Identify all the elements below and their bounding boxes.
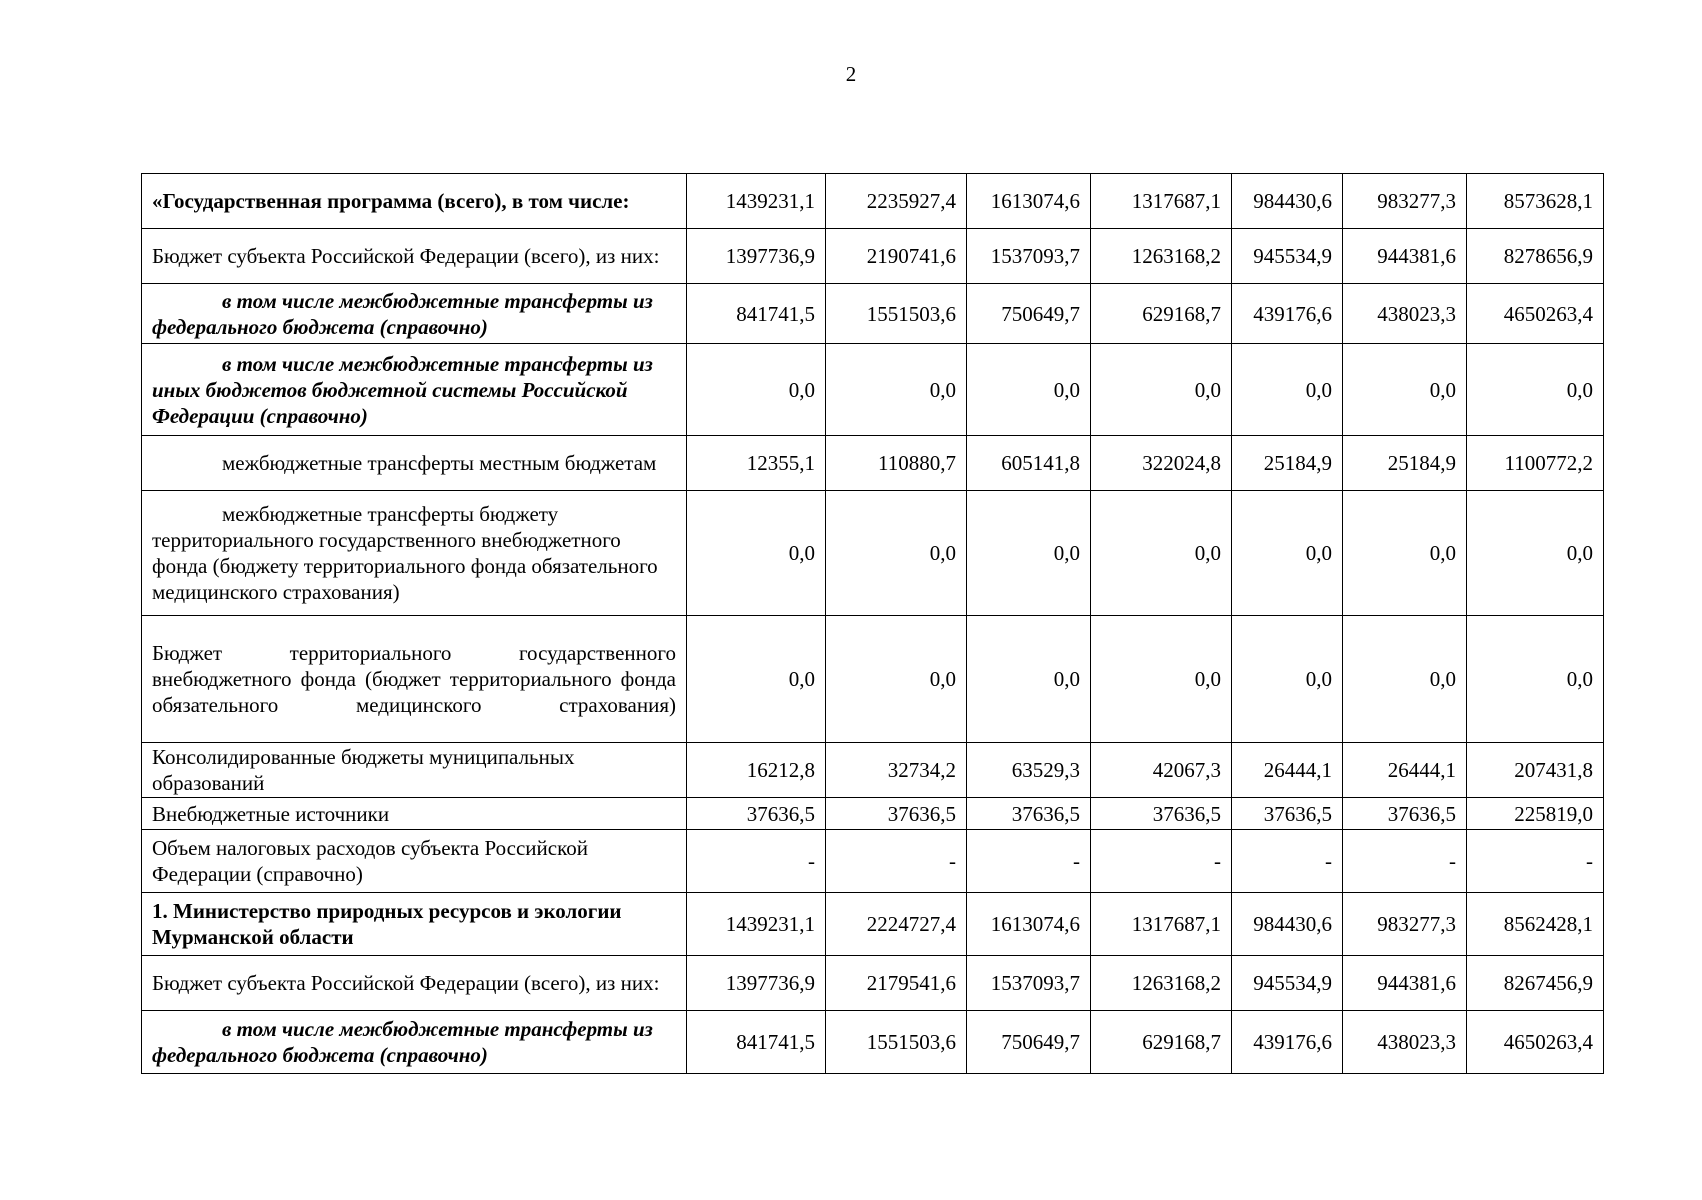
row-value: 8573628,1 (1467, 174, 1604, 229)
row-value: 1263168,2 (1091, 956, 1232, 1011)
budget-table (141, 173, 1604, 1074)
table-row (142, 830, 1604, 893)
row-label: 1. Министерство природных ресурсов и экологии Мурманской области (142, 893, 687, 956)
row-value: 0,0 (1467, 616, 1604, 743)
row-value: 2224727,4 (826, 893, 967, 956)
row-value: 63529,3 (967, 743, 1091, 798)
row-value: - (1091, 830, 1232, 893)
row-value: 37636,5 (826, 798, 967, 830)
table-row (142, 284, 1604, 344)
row-value: 841741,5 (687, 1011, 826, 1074)
row-value: 945534,9 (1232, 956, 1343, 1011)
row-value: 944381,6 (1343, 956, 1467, 1011)
table-row (142, 798, 1604, 830)
row-value: 439176,6 (1232, 284, 1343, 344)
row-value: 0,0 (687, 344, 826, 436)
row-value: 1439231,1 (687, 893, 826, 956)
row-value: - (1232, 830, 1343, 893)
row-value: 438023,3 (1343, 284, 1467, 344)
row-value: 0,0 (1091, 344, 1232, 436)
row-value: 25184,9 (1343, 436, 1467, 491)
row-value: 0,0 (967, 616, 1091, 743)
row-value: 8562428,1 (1467, 893, 1604, 956)
row-label: Консолидированные бюджеты муниципальных образований (142, 743, 687, 798)
row-value: 37636,5 (1232, 798, 1343, 830)
row-value: 438023,3 (1343, 1011, 1467, 1074)
row-value: 1317687,1 (1091, 174, 1232, 229)
table-row (142, 436, 1604, 491)
row-value: 0,0 (967, 344, 1091, 436)
row-value: 1551503,6 (826, 284, 967, 344)
row-value: 0,0 (1343, 616, 1467, 743)
row-value: - (967, 830, 1091, 893)
row-value: 1100772,2 (1467, 436, 1604, 491)
row-value: 750649,7 (967, 1011, 1091, 1074)
row-value: 0,0 (1232, 616, 1343, 743)
row-value: 0,0 (1232, 491, 1343, 616)
row-value: 1397736,9 (687, 229, 826, 284)
row-value: 1317687,1 (1091, 893, 1232, 956)
row-value: 1537093,7 (967, 956, 1091, 1011)
row-value: 26444,1 (1343, 743, 1467, 798)
row-value: 42067,3 (1091, 743, 1232, 798)
row-value: 0,0 (967, 491, 1091, 616)
table-row (142, 893, 1604, 956)
row-value: - (1467, 830, 1604, 893)
row-value: 1613074,6 (967, 893, 1091, 956)
row-label: Бюджет субъекта Российской Федерации (всего), из них: (142, 956, 687, 1011)
row-value: 0,0 (1091, 491, 1232, 616)
table-row (142, 616, 1604, 743)
row-label: межбюджетные трансферты местным бюджетам (142, 436, 687, 491)
row-value: 0,0 (826, 344, 967, 436)
row-value: 37636,5 (967, 798, 1091, 830)
row-label: Внебюджетные источники (142, 798, 687, 830)
row-label: Бюджет субъекта Российской Федерации (всего), из них: (142, 229, 687, 284)
table-row (142, 1011, 1604, 1074)
row-value: 110880,7 (826, 436, 967, 491)
row-value: 8267456,9 (1467, 956, 1604, 1011)
table-row (142, 229, 1604, 284)
row-value: 2190741,6 (826, 229, 967, 284)
row-value: 16212,8 (687, 743, 826, 798)
row-value: 1439231,1 (687, 174, 826, 229)
row-label: в том числе межбюджетные трансферты из федерального бюджета (справочно) (142, 284, 687, 344)
row-value: 750649,7 (967, 284, 1091, 344)
row-value: - (687, 830, 826, 893)
row-value: 207431,8 (1467, 743, 1604, 798)
row-value: 322024,8 (1091, 436, 1232, 491)
row-value: 1537093,7 (967, 229, 1091, 284)
row-value: 984430,6 (1232, 893, 1343, 956)
row-value: 4650263,4 (1467, 284, 1604, 344)
row-value: 37636,5 (687, 798, 826, 830)
row-value: - (1343, 830, 1467, 893)
page-number: 2 (845, 62, 857, 86)
row-value: 0,0 (1467, 344, 1604, 436)
row-value: 0,0 (1343, 491, 1467, 616)
row-value: 0,0 (1343, 344, 1467, 436)
table-row (142, 344, 1604, 436)
table-row (142, 743, 1604, 798)
row-value: 37636,5 (1343, 798, 1467, 830)
row-value: 439176,6 (1232, 1011, 1343, 1074)
row-value: 984430,6 (1232, 174, 1343, 229)
row-value: 2179541,6 (826, 956, 967, 1011)
row-value: 12355,1 (687, 436, 826, 491)
row-value: 0,0 (1232, 344, 1343, 436)
row-value: 0,0 (1467, 491, 1604, 616)
row-label: в том числе межбюджетные трансферты из иных бюджетов бюджетной системы Российской Федерации (справочно) (142, 344, 687, 436)
row-value: 1613074,6 (967, 174, 1091, 229)
row-value: 0,0 (826, 616, 967, 743)
row-value: 1397736,9 (687, 956, 826, 1011)
table-row (142, 956, 1604, 1011)
row-value: 1551503,6 (826, 1011, 967, 1074)
row-label: «Государственная программа (всего), в том числе: (142, 174, 687, 229)
row-value: 26444,1 (1232, 743, 1343, 798)
row-value: 37636,5 (1091, 798, 1232, 830)
row-value: 983277,3 (1343, 174, 1467, 229)
row-value: 605141,8 (967, 436, 1091, 491)
row-value: 8278656,9 (1467, 229, 1604, 284)
row-value: 4650263,4 (1467, 1011, 1604, 1074)
row-value: 841741,5 (687, 284, 826, 344)
row-label: Бюджет территориального государственного внебюджетного фонда (бюджет территориального фонда обязательного медицинского страхования) (142, 616, 687, 743)
row-value: 225819,0 (1467, 798, 1604, 830)
row-value: 983277,3 (1343, 893, 1467, 956)
table-row (142, 174, 1604, 229)
row-value: 0,0 (687, 616, 826, 743)
row-label: в том числе межбюджетные трансферты из федерального бюджета (справочно) (142, 1011, 687, 1074)
row-label: Объем налоговых расходов субъекта Российской Федерации (справочно) (142, 830, 687, 893)
row-label: межбюджетные трансферты бюджету территориального государственного внебюджетного фонда (бюджету территориального фонда обязательного медицинского страхования) (142, 491, 687, 616)
row-value: 1263168,2 (1091, 229, 1232, 284)
row-value: 944381,6 (1343, 229, 1467, 284)
row-value: 945534,9 (1232, 229, 1343, 284)
row-value: 0,0 (687, 491, 826, 616)
row-value: 629168,7 (1091, 1011, 1232, 1074)
row-value: 2235927,4 (826, 174, 967, 229)
row-value: 0,0 (826, 491, 967, 616)
row-value: 32734,2 (826, 743, 967, 798)
table-row (142, 491, 1604, 616)
row-value: 0,0 (1091, 616, 1232, 743)
row-value: 25184,9 (1232, 436, 1343, 491)
row-value: 629168,7 (1091, 284, 1232, 344)
row-value: - (826, 830, 967, 893)
